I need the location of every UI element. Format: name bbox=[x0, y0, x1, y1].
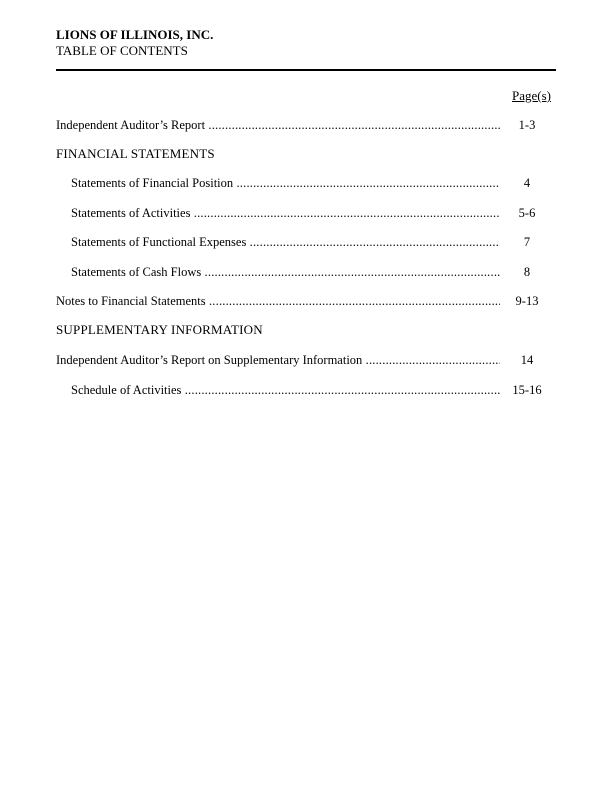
document-title: TABLE OF CONTENTS bbox=[56, 43, 188, 58]
toc-entry-pages: 4 bbox=[523, 176, 531, 190]
toc-entry bbox=[0, 233, 610, 251]
toc-entry-pages: 9-13 bbox=[515, 294, 539, 308]
toc-entry-label: Statements of Activities bbox=[71, 206, 191, 220]
toc-entry-pages: 8 bbox=[523, 265, 531, 279]
toc-entry bbox=[0, 174, 610, 192]
toc-entry bbox=[0, 381, 610, 399]
toc-entry-pages: 5-6 bbox=[518, 206, 536, 220]
toc-entry-label: Independent Auditor’s Report bbox=[56, 118, 206, 132]
toc-entry-label: Independent Auditor’s Report on Supplementary Information bbox=[56, 353, 363, 367]
toc-entry-pages: 15-16 bbox=[512, 383, 542, 397]
toc-entry-label: Statements of Financial Position bbox=[71, 176, 234, 190]
toc-entry-pages: 7 bbox=[523, 235, 531, 249]
toc-entry-label: Statements of Functional Expenses bbox=[71, 235, 247, 249]
pages-column-header: Page(s) bbox=[512, 88, 551, 103]
section-heading-supplementary-information: SUPPLEMENTARY INFORMATION bbox=[56, 322, 263, 337]
toc-entry bbox=[0, 351, 610, 369]
toc-entry-label: Notes to Financial Statements bbox=[56, 294, 206, 308]
section-heading-financial-statements: FINANCIAL STATEMENTS bbox=[56, 146, 215, 161]
organization-name: LIONS OF ILLINOIS, INC. bbox=[56, 27, 214, 42]
toc-entry-label: Statements of Cash Flows bbox=[71, 265, 202, 279]
toc-entry-pages: 14 bbox=[520, 353, 534, 367]
toc-entry bbox=[0, 263, 610, 281]
header-divider bbox=[56, 69, 556, 71]
toc-entry bbox=[0, 292, 610, 310]
toc-entry-pages: 1-3 bbox=[518, 118, 536, 132]
toc-entry-label: Schedule of Activities bbox=[71, 383, 182, 397]
toc-entry bbox=[0, 204, 610, 222]
toc-entry bbox=[0, 116, 610, 134]
